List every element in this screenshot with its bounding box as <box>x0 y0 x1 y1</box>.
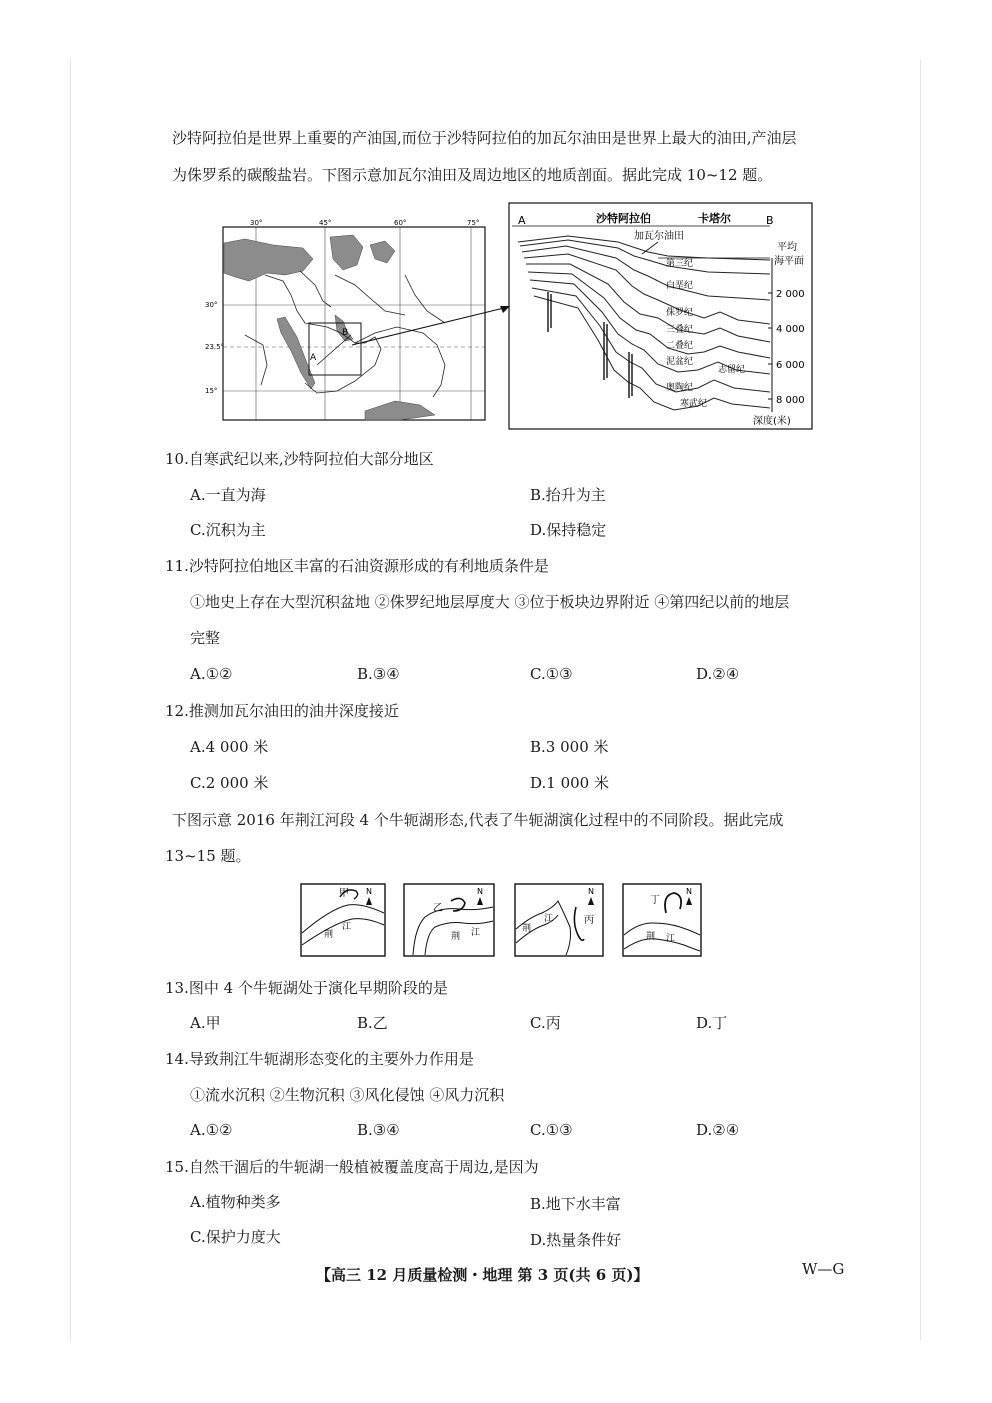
river-label-jiang: 江 <box>544 914 554 924</box>
oxbow-panel-jia <box>300 883 386 957</box>
map-lon-label: 60° <box>394 219 407 227</box>
intro-line-1: 沙特阿拉伯是世界上重要的产油国,而位于沙特阿拉伯的加瓦尔油田是世界上最大的油田,产油层 <box>172 129 797 147</box>
q15-option-a[interactable]: A.植物种类多 <box>190 1193 281 1211</box>
section-label-b: B <box>766 214 774 227</box>
q11-stem: 11.沙特阿拉伯地区丰富的石油资源形成的有利地质条件是 <box>165 557 549 575</box>
section-label-a: A <box>518 214 526 227</box>
region-saudi-arabia: 沙特阿拉伯 <box>596 212 651 225</box>
river-label-jing: 荆 <box>451 932 461 942</box>
q15-option-d[interactable]: D.热量条件好 <box>530 1231 622 1249</box>
q15-stem: 15.自然干涸后的牛轭湖一般植被覆盖度高于周边,是因为 <box>165 1158 539 1176</box>
page-edge-left <box>70 60 71 1340</box>
map-lat-label: 30° <box>205 301 218 309</box>
intro2-line-2: 13~15 题。 <box>165 847 251 865</box>
map-lon-label: 45° <box>319 219 332 227</box>
q11-option-d[interactable]: D.②④ <box>696 665 740 683</box>
q14-option-c[interactable]: C.①③ <box>530 1121 573 1139</box>
q10-option-c[interactable]: C.沉积为主 <box>190 521 266 539</box>
stratum-label: 白垩纪 <box>666 281 694 291</box>
q15-option-c[interactable]: C.保护力度大 <box>190 1228 281 1246</box>
map-to-section-arrow <box>350 300 515 350</box>
region-qatar: 卡塔尔 <box>698 212 731 225</box>
q15-option-b[interactable]: B.地下水丰富 <box>530 1195 621 1213</box>
q13-option-a[interactable]: A.甲 <box>190 1014 221 1032</box>
q11-option-b[interactable]: B.③④ <box>357 665 400 683</box>
stratum-label: 寒武纪 <box>680 399 708 409</box>
q11-statements-line-2: 完整 <box>190 629 221 647</box>
q13-stem: 13.图中 4 个牛轭湖处于演化早期阶段的是 <box>165 979 448 997</box>
q14-option-b[interactable]: B.③④ <box>357 1121 400 1139</box>
depth-axis-top: 平均 <box>777 242 797 253</box>
north-label: N <box>477 887 483 896</box>
q14-option-a[interactable]: A.①② <box>190 1121 233 1139</box>
lake-label-jia: 甲 <box>339 888 349 899</box>
stratum-label: 奥陶纪 <box>666 383 694 393</box>
oxbow-panel-bing <box>514 883 604 957</box>
north-label: N <box>588 887 594 896</box>
geologic-section <box>508 202 813 430</box>
q11-statements-line-1: ①地史上存在大型沉积盆地 ②侏罗纪地层厚度大 ③位于板块边界附近 ④第四纪以前的地层 <box>190 593 790 611</box>
lake-label-yi: 乙 <box>433 903 443 914</box>
q12-option-a[interactable]: A.4 000 米 <box>190 738 269 756</box>
map-lat-label: 15° <box>205 387 218 395</box>
q13-option-b[interactable]: B.乙 <box>357 1014 388 1032</box>
paper-code: W—G <box>802 1260 845 1278</box>
river-label-jiang: 江 <box>342 922 352 932</box>
q14-option-d[interactable]: D.②④ <box>696 1121 740 1139</box>
depth-tick: 4 000 <box>776 324 805 335</box>
q11-option-a[interactable]: A.①② <box>190 665 233 683</box>
oilfield-label: 加瓦尔油田 <box>634 231 684 242</box>
map-lon-label: 30° <box>250 219 263 227</box>
q10-option-a[interactable]: A.一直为海 <box>190 486 266 504</box>
stratum-label: 第三纪 <box>666 259 694 269</box>
river-label-jiang: 江 <box>471 928 481 938</box>
oxbow-panel-yi <box>403 883 495 957</box>
page-footer-title: 【高三 12 月质量检测・地理 第 3 页(共 6 页)】 <box>316 1266 649 1284</box>
river-label-jiang: 江 <box>666 934 676 944</box>
intro2-line-1: 下图示意 2016 年荆江河段 4 个牛轭湖形态,代表了牛轭湖演化过程中的不同阶段。据此完成 <box>172 811 784 829</box>
q13-option-d[interactable]: D.丁 <box>696 1014 728 1032</box>
q10-stem: 10.自寒武纪以来,沙特阿拉伯大部分地区 <box>165 450 434 468</box>
map-lat-label: 23.5° <box>205 343 225 351</box>
map-lon-label: 75° <box>467 219 480 227</box>
north-arrow-icon <box>686 897 692 905</box>
north-label: N <box>686 887 692 896</box>
lake-label-ding: 丁 <box>650 895 660 906</box>
stratum-label: 侏罗纪 <box>666 308 694 318</box>
north-arrow-icon <box>366 897 372 905</box>
river-label-jing: 荆 <box>324 930 334 940</box>
stratum-label: 二叠纪 <box>666 341 694 351</box>
depth-axis-title: 深度(米) <box>753 416 791 427</box>
north-label: N <box>366 887 372 896</box>
stratum-label: 三叠纪 <box>666 325 694 335</box>
q12-stem: 12.推测加瓦尔油田的油井深度接近 <box>165 702 399 720</box>
q12-option-c[interactable]: C.2 000 米 <box>190 774 269 792</box>
q10-option-b[interactable]: B.抬升为主 <box>530 486 606 504</box>
oxbow-panel-ding <box>622 883 702 957</box>
q14-stem: 14.导致荆江牛轭湖形态变化的主要外力作用是 <box>165 1050 474 1068</box>
q10-option-d[interactable]: D.保持稳定 <box>530 521 607 539</box>
river-label-jing: 荆 <box>522 924 532 934</box>
depth-tick: 6 000 <box>776 360 805 371</box>
stratum-label: 志留纪 <box>718 365 746 375</box>
map-label-b: B <box>342 328 349 338</box>
map-label-a: A <box>310 353 317 363</box>
page-edge-right <box>920 60 921 1340</box>
north-arrow-icon <box>477 897 483 905</box>
depth-axis-sea-level: 海平面 <box>774 256 804 267</box>
depth-tick: 8 000 <box>776 395 805 406</box>
q14-statements: ①流水沉积 ②生物沉积 ③风化侵蚀 ④风力沉积 <box>190 1086 505 1104</box>
north-arrow-icon <box>588 897 594 905</box>
q12-option-b[interactable]: B.3 000 米 <box>530 738 609 756</box>
river-label-jing: 荆 <box>646 932 656 942</box>
lake-label-bing: 丙 <box>584 915 594 926</box>
stratum-label: 泥盆纪 <box>666 357 694 367</box>
q12-option-d[interactable]: D.1 000 米 <box>530 774 609 792</box>
q11-option-c[interactable]: C.①③ <box>530 665 573 683</box>
intro-line-2: 为侏罗系的碳酸盐岩。下图示意加瓦尔油田及周边地区的地质剖面。据此完成 10~12 题。 <box>172 166 773 184</box>
q13-option-c[interactable]: C.丙 <box>530 1014 561 1032</box>
depth-tick: 2 000 <box>776 289 805 300</box>
